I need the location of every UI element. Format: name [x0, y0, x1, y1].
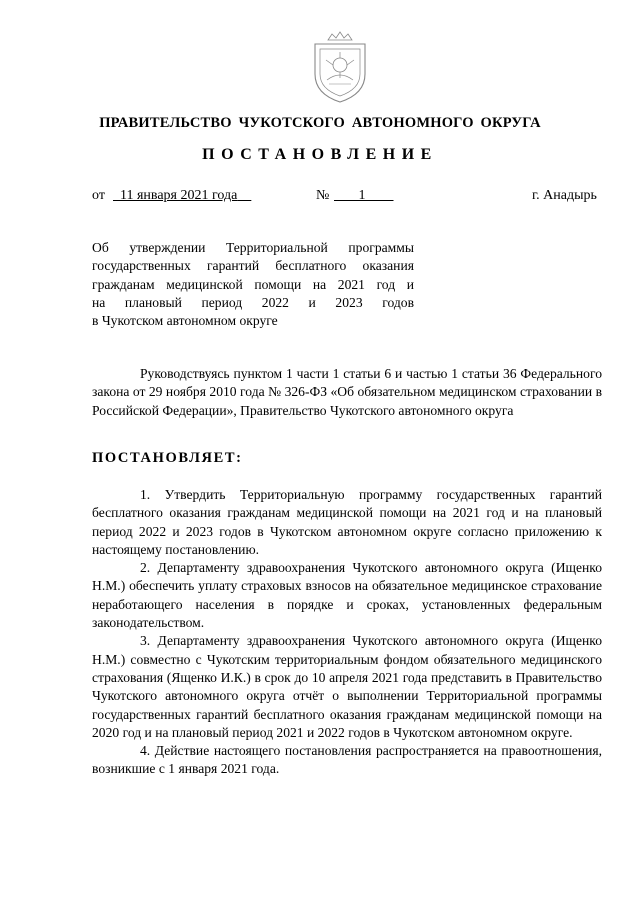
decree-item: 2. Департаменту здравоохранения Чукотского автономного округа (Ищенко Н.М.) обеспечить уплату страховых взносов на обязательное медицинское страхование неработающего населения в порядке и сроках, установленных федеральным законодательством. — [92, 560, 602, 631]
decree-item: 4. Действие настоящего постановления распространяется на правоотношения, возникшие с 1 января 2021 года. — [92, 743, 602, 777]
preamble-paragraph: Руководствуясь пунктом 1 части 1 статьи 6 и частью 1 статьи 36 Федерального закона от 29 ноября 2010 года № 326-ФЗ «Об обязательном медицинском страховании в Российской Федерации», Правительство Чукотского автономного округа — [92, 366, 602, 418]
from-label: от — [92, 188, 105, 203]
city: г. Анадырь — [532, 188, 597, 203]
subject-line: гражданам медицинской помощи на 2021 год и — [92, 276, 414, 292]
subject-line: государственных гарантий бесплатного оказания — [92, 258, 414, 274]
document-type: ПОСТАНОВЛЕНИЕ — [202, 146, 438, 163]
number-label: № — [316, 188, 330, 203]
organization-name: ПРАВИТЕЛЬСТВО ЧУКОТСКОГО АВТОНОМНОГО ОКРУГА — [99, 115, 541, 131]
decree-item: 1. Утвердить Территориальную программу государственных гарантий бесплатного оказания гражданам медицинской помощи на 2021 год и на плановый период 2022 и 2023 годов в Чукотском автономном округе согласно приложению к настоящему постановлению. — [92, 487, 602, 557]
subject-line: Об утверждении Территориальной программы — [92, 240, 414, 255]
document-date: 11 января 2021 года — [120, 188, 238, 203]
subject-line: в Чукотском автономном округе — [92, 313, 278, 329]
decree-heading: ПОСТАНОВЛЯЕТ: — [92, 450, 243, 466]
document-number: 1 — [358, 188, 366, 203]
document-subject — [92, 239, 414, 330]
decree-item: 3. Департаменту здравоохранения Чукотского автономного округа (Ищенко Н.М.) совместно с Чукотским территориальным фондом обязательного медицинского страхования (Ященко И.К.) в срок до 10 апреля 2021 года представить в Правительство Чукотского автономного округа отчёт о выполнении Территориальной программы государственных гарантий бесплатного оказания гражданам медицинской помощи на 2020 год и на плановый период 2021 и 2022 годов в Чукотском автономном округе. — [92, 633, 602, 740]
coat-of-arms-icon — [307, 30, 373, 106]
subject-line: на плановый период 2022 и 2023 годов — [92, 294, 414, 310]
decree-items — [92, 486, 602, 779]
